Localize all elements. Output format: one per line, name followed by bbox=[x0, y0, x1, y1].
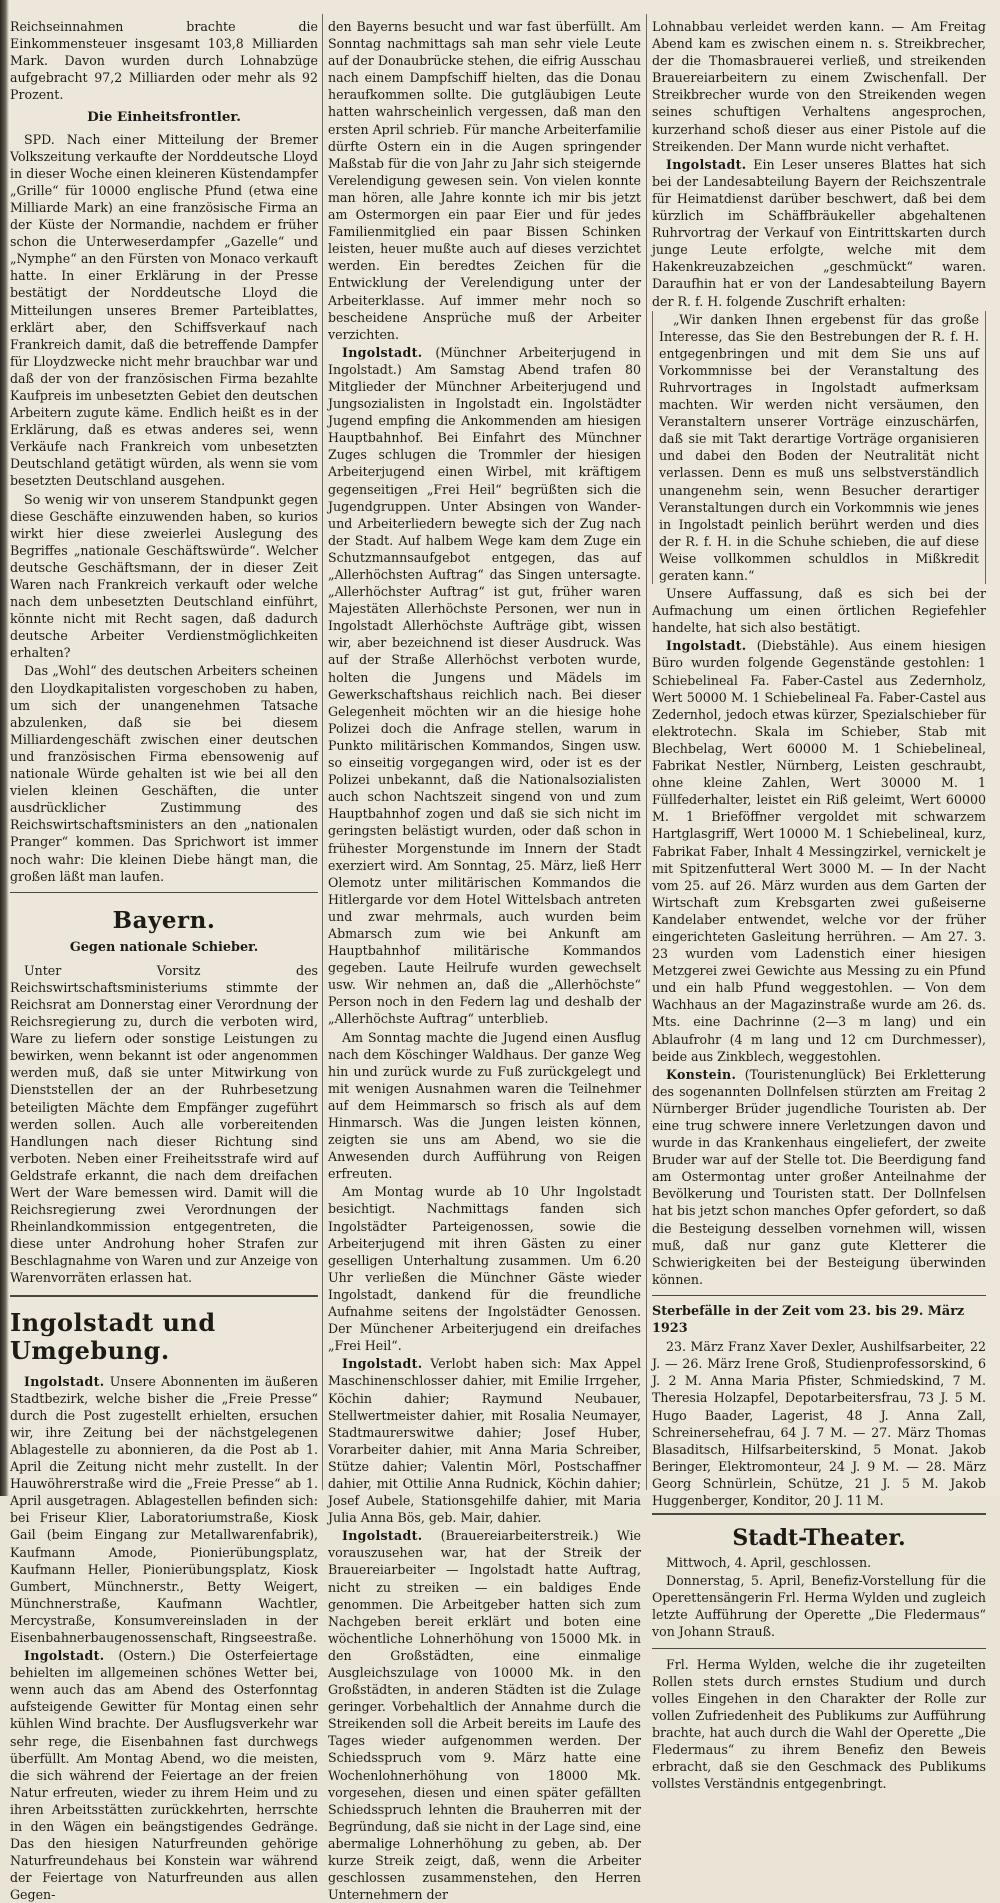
column-rule-1 bbox=[322, 14, 323, 1490]
sterbefaelle-text: 23. März Franz Xaver Dexler, Aushilfsarbeiter, 22 J. — 26. März Irene Groß, Studienprofessorskind, 6 J. 2 M. Anna Maria Pfister, Schmiedskind, 7 M. Theresia Holzapfel, Depotarbeitersfrau, 73 J. 5 M. Hugo Baader, Lagerist, 48 J. Anna Zall, Schreinersehefrau, 64 J. 7 M. — 27. März Thomas Blasaditsch, Hilfsarbeiterskind, 5 Monat. Jakob Beringer, Elektromonteur, 24 J. 9 M. — 28. März Georg Schnürlein, Schütze, 21 J. 5 M. Jakob Huggenberger, Konditor, 20 J. 11 M. bbox=[652, 1339, 986, 1508]
montag-paragraph: Am Montag wurde ab 10 Uhr Ingolstadt besichtigt. Nachmittags fanden sich Ingolstädter Parteigenossen, sowie die Arbeiterjugend mit ihren Gästen zu einer geselligen Unterhaltung zusammen. Um 6.20 Uhr verließen die Münchner Gäste wieder Ingolstadt, dankend für die freundliche Aufnahme seitens der Ingolstädter Genossen. Der Münchener Arbeiterjugend ein dreifaches „Frei Heil“. bbox=[328, 1184, 641, 1354]
einheitsfrontler-title: Die Einheitsfrontler. bbox=[87, 109, 241, 126]
theater-review: Frl. Herma Wylden, welche die ihr zugeteilten Rollen stets durch ernstes Studium und durch volles Eingehen in den Charakter der Rolle zur vollen Zufriedenheit des Publikums zur Aufführung brachte, hat auch durch die Wahl der Operette „Die Fledermaus“ zu ihrem Benefiz den Beweis erbracht, daß sie den Geschmack des Publikums vollstes Verständnis entgegenbringt. bbox=[652, 1656, 986, 1792]
bayern-article-text: Unter Vorsitz des Reichswirtschaftsministeriums stimmte der Reichsrat am Donnerstag einer Verordnung der Reichsregierung zu, durch die verboten wird, Ware zu liefern oder sonstige Leistungen zu bewirken, wenn bekannt ist oder angenommen werden muß, daß sie unter Mitwirkung von Dienststellen der an der Ruhrbesetzung beteiligten Mächte dem Empfänger zugeführt werden sollen. Auch alle vorbereitenden Handlungen nach dieser Richtung sind verboten. Neben einer Freiheitsstrafe wird auf Geldstrafe erkannt, die nach dem dreifachen Wert der Ware bemessen wird. Damit will die Reichsregierung zwei Verordnungen der Rheinlandkommission entgegentreten, die diese unter Androhung hoher Strafen zur Beschlagnahme von Waren und zur Anzeige von Warenvorräten erlassen hat. bbox=[10, 962, 318, 1286]
arbeiterjugend-text: (Münchner Arbeiterjugend in Ingolstadt.) Am Samstag Abend trafen 80 Mitglieder der Münchner Arbeiterjugend und Jungsozialisten in Ingolstadt ein. Ingolstädter Jugend empfing die Ankommenden am hiesigen Hauptbahnhof. Bei Einfahrt des Münchner Zuges schlugen die Trommler der hiesigen Arbeiterjugend einen Wirbel, mit kräftigem gegenseitigen „Frei Heil“ begrüßten sich die Jugendgruppen. Unter Absingen von Wander- und Arbeiterliedern bewegte sich der Zug nach der Stadt. Auf halbem Wege kam dem Zuge ein Schutzmannsaufgebot entgegen, das auf „Allerhöchsten Auftrag“ das Singen untersagte. „Allerhöchster Auftrag“ ist gut, früher waren Majestäten Allerhöchste Personen, wer nun in Ingolstadt Allerhöchste Aufträge gibt, wissen wir, aber bezeichnend ist dieser Ausdruck. Was auf der Straße Allerhöchst verboten wurde, holten die Jungens und Mädels im Gewerkschaftshaus reichlich nach. Bei dieser Gelegenheit möchten wir an die hiesige hohe Polizei doch die Anfrage stellen, warum in Punkto militärischen Kommandos, Singen usw. so einseitig vorgegangen wird, oder ist es der Polizei unbekannt, daß die Nationalsozialisten auch schon Nachtszeit singend von und zum Hauptbahnhof zogen und daß sie sich nicht im geringsten belästigt wurden, oder daß schon in frühester Morgenstunde im Innern der Stadt exerziert wird. Am Sonntag, 25. März, ließ Herr Olemotz unter militärischen Kommandos die Hitlergarde vor dem Hotel Wittelsbach antreten und zwar mehrmals, auch wurden beim Abmarsch zum wie bei Ankunft am Hauptbahnhof militärische Kommandos gegeben. Laute Heilrufe wurden gewechselt usw. Wir nehmen an, daß die „Allerhöchste“ Person noch in den Federn lag und deshalb der „Allerhöchste Auftrag“ unterblieb. bbox=[328, 344, 641, 1027]
heimatdienst-text: Ein Leser unseres Blattes hat sich bei der Landesabteilung Bayern der Reichszentrale für Heimatdienst darüber beschwert, daß bei dem kürzlich im Schäffbräukeller abgehaltenen Ruhrvortrag der Verkauf von Eintrittskarten durch junge Leute erfolgte, welche mit dem Hakenkreuzabzeichen „geschmückt“ waren. Daraufhin hat er von der Landesabteilung Bayern der R. f. H. folgende Zuschrift erhalten: bbox=[652, 156, 986, 309]
column-rule-2 bbox=[646, 14, 647, 1490]
dateline: Ingolstadt. bbox=[342, 344, 423, 360]
ostern-article bbox=[10, 1647, 318, 1903]
diebstaehle-text: (Diebstähle). Aus einem hiesigen Büro wurden folgende Gegenstände gestohlen: 1 Schiebelineal Fa. Faber-Castel aus Zedernholz, Wert 50000 M. 1 Schiebelineal Fa. Faber-Castel aus Zedernhol, jedoch etwas kürzer, Spezialschieber für elektrotechn. Skala im Schieber, Stab mit Blechbelag, Wert 60000 M. 1 Schiebelineal, Fabrikat Nestler, Nürnberg, Leisten geschraubt, ohne kleine Zahlen, Wert 30000 M. 1 Füllfederhalter, leistet ein Riß geleimt, Wert 60000 M. 1 Brieföffner vergoldet mit schwarzem Hartglasgriff, Wert 10000 M. 1 Schiebelineal, kurz, Fabrikat Faber, Inhalt 4 Messingzirkel, vernickelt je mit Spitzenfutteral Wert 3000 M. — In der Nacht vom 25. auf 26. März wurden aus dem Garten der Wirtschaft zum Krebsgarten zwei gußeiserne Kandelaber entwendet, welche vor der früher eingerichteten Gasleitung herrühren. — Am 27. 3. 23 wurden vom Ladenstich einer hiesigen Metzgerei zwei Gewichte aus Messing zu ein Pfund und ein halb Pfund weggestohlen. — Von dem Wachhaus an der Magazinstraße wurde am 26. ds. Mts. eine Dachrinne (2—3 m lang) und ein Ablaufrohr (4 m lang und 12 cm Durchmesser), beide aus Zinkblech, weggestohlen. bbox=[652, 638, 986, 1064]
abonnenten-notice bbox=[10, 1373, 318, 1647]
heimatdienst-article bbox=[652, 156, 986, 310]
divider bbox=[10, 892, 318, 893]
article-tax-text: Reichseinnahmen brachte die Einkommensteuer insgesamt 103,8 Milliarden Mark. Davon wurden durch Lohnabzüge aufgebracht 97,2 Milliarden oder mehr als 92 Prozent. bbox=[10, 19, 318, 103]
column-2 bbox=[328, 18, 641, 1903]
divider bbox=[10, 1295, 318, 1297]
bayern-heading: Bayern. bbox=[112, 906, 216, 934]
auffassung-paragraph: Unsere Auffassung, daß es sich bei der Aufmachung um einen örtlichen Regiefehler handelte, hat sich also bestätigt. bbox=[652, 586, 986, 636]
ostern-text: (Ostern.) Die Osterfeiertage behielten im allgemeinen schönes Wetter bei, wenn auch das am Abend des Osterfonntag aufsteigende Gewitter für Montag einen sehr kühlen Wind brachte. Der Ausflugsverkehr war sehr rege, die Eisenbahnen fast durchwegs überfüllt. Am Montag Abend, wo die meisten, die sich während der Feiertage an der freien Natur erfreuten, wieder zu ihrem Heim und zu ihren Arbeitsstätten zurückkehrten, herrschte in den Wägen ein beängstigendes Gedränge. Das den hiesigen Naturfreunden gehörige Naturfreundehaus bei Konstein war während der Feiertage von Naturfreunden aus allen Gegen- bbox=[10, 1648, 318, 1903]
dateline: Ingolstadt. bbox=[342, 1528, 423, 1544]
sterbefaelle-heading: Sterbefälle in der Zeit vom 23. bis 29. März 1923 bbox=[652, 1303, 965, 1337]
lloyd-article-p3: Das „Wohl“ des deutschen Arbeiters scheinen den Lloydkapitalisten vorgeschoben zu haben, um sich der unangenehmen Tatsache abzulenken, daß sie bei diesem Milliardengeschäft zwischen einer deutschen und französischen Firma ebensowenig auf nationale Würde gehalten ist wie bei all den vielen kleinen Geschäften, die unter ausdrücklicher Zustimmung des Reichswirtschaftsministers an den „nationalen Pranger“ kommen. Das Sprichwort ist immer noch wahr: Die kleinen Diebe hängt man, die großen läßt man laufen. bbox=[10, 663, 318, 884]
torn-left-edge bbox=[0, 0, 9, 1496]
lloyd-article-p2: So wenig wir von unserem Standpunkt gegen diese Geschäfte einzuwenden haben, so kurios wirkt hier diese zweierlei Auslegung des Begriffes „nationale Geschäftswürde“. Welcher deutsche Geschäftsmann, der in dieser Zeit Waren nach Frankreich verkauft oder welche nach dem unbesetzten Deutschland einführt, könnte nicht mit Recht sagen, daß dadurch deutsche Arbeiter Verdienstmöglichkeiten erhalten? bbox=[10, 491, 318, 661]
abonnenten-text: Unsere Abonnenten im äußeren Stadtbezirk, welche bisher die „Freie Presse“ durch die Post zugestellt erhielten, ersuchen wir, ihre Zeitung bei der nächstgelegenen Ablagestelle zu abonnieren, da die Post ab 1. April die Zeitung nicht mehr zustellt. In der Hauwöhrerstraße wird die „Freie Presse“ ab 1. April ausgetragen. Ablagestellen befinden sich: bei Friseur Klier, Laboratoriumstraße, Kiosk Gail (beim Eingang zur Metallwarenfabrik), Kaufmann Amode, Pionierübungsplatz, Kaufmann Heller, Pionierübungsplatz, Kiosk Gumbert, Münchnerstr., Betty Weigert, Münchnerstraße, Kaufmann Wachtler, Mercystraße, Konsumvereinsladen in der Eisenbahnerbaugenossenschaft, Ringseestraße. bbox=[10, 1373, 318, 1645]
theater-line-1: Mittwoch, 4. April, geschlossen. bbox=[666, 1555, 872, 1571]
column-3 bbox=[652, 18, 986, 1792]
quoted-letter bbox=[652, 311, 986, 585]
dateline: Ingolstadt. bbox=[666, 638, 747, 654]
quoted-letter-text: „Wir danken Ihnen ergebenst für das große Interesse, das Sie den Bestrebungen der R. f. H. entgegenbringen und mit dem Sie uns auf Vorkommnisse bei der Veranstaltung des Ruhrvortrages in Ingolstadt aufmerksam machten. Wir werden nicht versäumen, den Veranstaltern unserer Vorträge einzuschärfen, daß sie mit Takt derartige Vorträge organisieren und dabei den Boden der Neutralität nicht verlassen. Denn es muß uns selbstverständlich unangenehm sein, wenn Besucher derartiger Veranstaltungen durch ein Vorkommnis wie jenes in Ingolstadt peinlich berührt werden und dies der R. f. H. in die Schuhe schieben, die auf diese Weise vollkommen schuldlos in Mißkredit geraten kann.“ bbox=[659, 311, 979, 583]
konstein-article bbox=[652, 1066, 986, 1288]
streik-text: (Brauereiarbeiterstreik.) Wie vorauszusehen war, hat der Streik der Brauereiarbeiter — Ingolstadt hatte Auftrag, nicht zu streiken — ein baldiges Ende genommen. Die Arbeitgeber hatten sich zum Nachgeben bereit erklärt und boten eine wöchentliche Lohnerhöhung von 15000 Mk. in den Großstädten, eine einmalige Ausgleichszulage von 10000 Mk. in den Großstädten, in anderen Städten ist die Zulage geringer. Vorbehaltlich der Annahme durch die Streikenden soll die Arbeit bereits im Laufe des Tages wieder aufgenommen werden. Der Schiedsspruch vom 9. März hatte eine Wochenlohnerhöhung von 18000 Mk. vorgesehen, diesen und einen später gefällten Schiedsspruch lehnten die Brauherren mit der Begründung, daß sie nicht in der Lage sind, eine abermalige Lohnerhöhung zu geben, ab. Der kurze Streik zeigt, daß, wenn die Arbeiter geschlossen zusammenstehen, den Herren Unternehmern der bbox=[328, 1528, 641, 1903]
divider bbox=[652, 1295, 986, 1296]
dateline: Konstein. bbox=[666, 1066, 737, 1082]
lloyd-article-p1: SPD. Nach einer Mitteilung der Bremer Volkszeitung verkaufte der Norddeutsche Lloyd in dieser Woche einen kleineren Küstendampfer „Grille“ für 10000 englische Pfund (etwa eine Milliarde Mark) an eine französische Firma an der Küste der Normandie, nachdem er früher schon die Unterweserdampfer „Gazelle“ und „Nymphe“ an den Fürsten von Monaco verkauft hatte. In einer Erklärung in der Presse bestätigt der Norddeutsche Lloyd die Mitteilungen unseres Bremer Parteiblattes, erklärt aber, den Schiffsverkauf nach Frankreich damit, daß die betreffende Dampfer für Lloydzwecke nicht mehr brauchbar war und daß der von der französischen Firma bezahlte Kaufpreis im unbesetzten Gebiet den deutschen Arbeitern zugute käme. Endlich heißt es in der Erklärung, daß es etwas anderes sei, wenn Verkäufe nach Frankreich vom unbesetzten Deutschland getätigt würden, als wenn sie vom besetzten Deutschland ausgehen. bbox=[10, 131, 318, 489]
theater-line-2: Donnerstag, 5. April, Benefiz-Vorstellung für die Operettensängerin Frl. Herma Wylden und zugleich letzte Aufführung der Operette „Die Fledermaus“ von Johann Strauß. bbox=[652, 1573, 986, 1640]
streik-article bbox=[328, 1527, 641, 1903]
bayern-subheading: Gegen nationale Schieber. bbox=[69, 939, 259, 955]
konstein-text: (Touristenunglück) Bei Erkletterung des sogenannten Dollnfelsen stürzten am Freitag 2 Nürnberger Brüder jugendliche Touristen ab. Der eine trug schwere innere Verletzungen davon und wurde in das Krankenhaus eingeliefert, der zweite Bruder war auf der Stelle tot. Die Beerdigung fand am Ostermontag unter großer Anteilnahme der Bevölkerung und Touristen statt. Der Dollnfelsen hat bis jetzt schon manches Opfer gefordert, so daß die Besteigung desselben vornehmen will, wissen muß, daß nur ganz gute Kletterer die Schwierigkeiten bei der Besteigung überwinden können. bbox=[652, 1066, 986, 1287]
arbeiterjugend-article bbox=[328, 344, 641, 1028]
dateline: Ingolstadt. bbox=[24, 1648, 105, 1664]
verlobungen-text: Verlobt haben sich: Max Appel Maschinenschlosser dahier, mit Emilie Irrgeher, Köchin dahier; Raymund Neubauer, Stellwertmeister dahier, mit Rosalia Neumayer, Stadtmaurerswitwe dahier; Josef Huber, Vorarbeiter dahier, mit Anna Maria Schreiber, Stütze dahier; Valentin Mörl, Postschaffner dahier, mit Ottilie Anna Rudnick, Köchin dahier; Josef Aubele, Stationsgehilfe dahier, mit Maria Julia Anna Bös, geb. Mair, dahier. bbox=[328, 1356, 641, 1526]
dateline: Ingolstadt. bbox=[24, 1373, 105, 1389]
verlobungen-article bbox=[328, 1355, 641, 1526]
streik-continued: Lohnabbau verleidet werden kann. — Am Freitag Abend kam es zwischen einem n. s. Streikbrecher, der die Thomasbrauerei verließ, und streikenden Brauereiarbeitern zu einem Zwischenfall. Der Streikbrecher wurde von den Streikenden wegen seines schuftigen Verhaltens angesprochen, kurzerhand schoß dieser aus einer Pistole auf die Streikenden. Der Mann wurde nicht verhaftet. bbox=[652, 19, 986, 154]
ausflug-paragraph: Am Sonntag machte die Jugend einen Ausflug nach dem Köschinger Waldhaus. Der ganze Weg hin und zurück wurde zu Fuß zurückgelegt und mit wenigen Ausnahmen waren die Teilnehmer auf dem Heimmarsch so frisch als auf dem Hinmarsch. Was die Jungen leisten können, zeigten sie uns am Abend, wo sie die Anwesenden durch Aufführung von Reigen erfreuten. bbox=[328, 1029, 641, 1182]
diebstaehle-article bbox=[652, 637, 986, 1064]
ostern-continued: den Bayerns besucht und war fast überfüllt. Am Sonntag nachmittags sah man sehr viele Leute auf der Donaubrücke stehen, die eifrig Ausschau nach einem Dampfschiff hielten, das die Donau heraufkommen sollte. Die gutgläubigen Leute hatten wahrscheinlich vergessen, daß man den ersten April schrieb. Für manche Arbeiterfamilie dürfte Ostern ein in die Augen springender Maßstab für die von Jahr zu Jahr sich steigernde Verelendigung gewesen sein. Von vielen konnte man hören, alle Jahre konnte ich mir bis jetzt am Ostermorgen ein paar Eier und für jedes Familienmitglied ein paar Bissen Schinken leisten, heuer mußte auch auf dieses verzichtet werden. Ein beredtes Zeichen für die Entwicklung der Verelendigung unter der Arbeiterklasse. Auf immer mehr noch so bescheidene Ansprüche muß der Arbeiter verzichten. bbox=[328, 19, 641, 342]
ingolstadt-section-heading: Ingolstadt und Umgebung. bbox=[10, 1307, 216, 1365]
column-1 bbox=[10, 18, 318, 1903]
dateline: Ingolstadt. bbox=[666, 156, 747, 172]
divider bbox=[652, 1648, 986, 1649]
dateline: Ingolstadt. bbox=[342, 1356, 423, 1372]
sterbefaelle-list bbox=[652, 1338, 986, 1515]
stadt-theater-heading: Stadt-Theater. bbox=[732, 1525, 906, 1552]
